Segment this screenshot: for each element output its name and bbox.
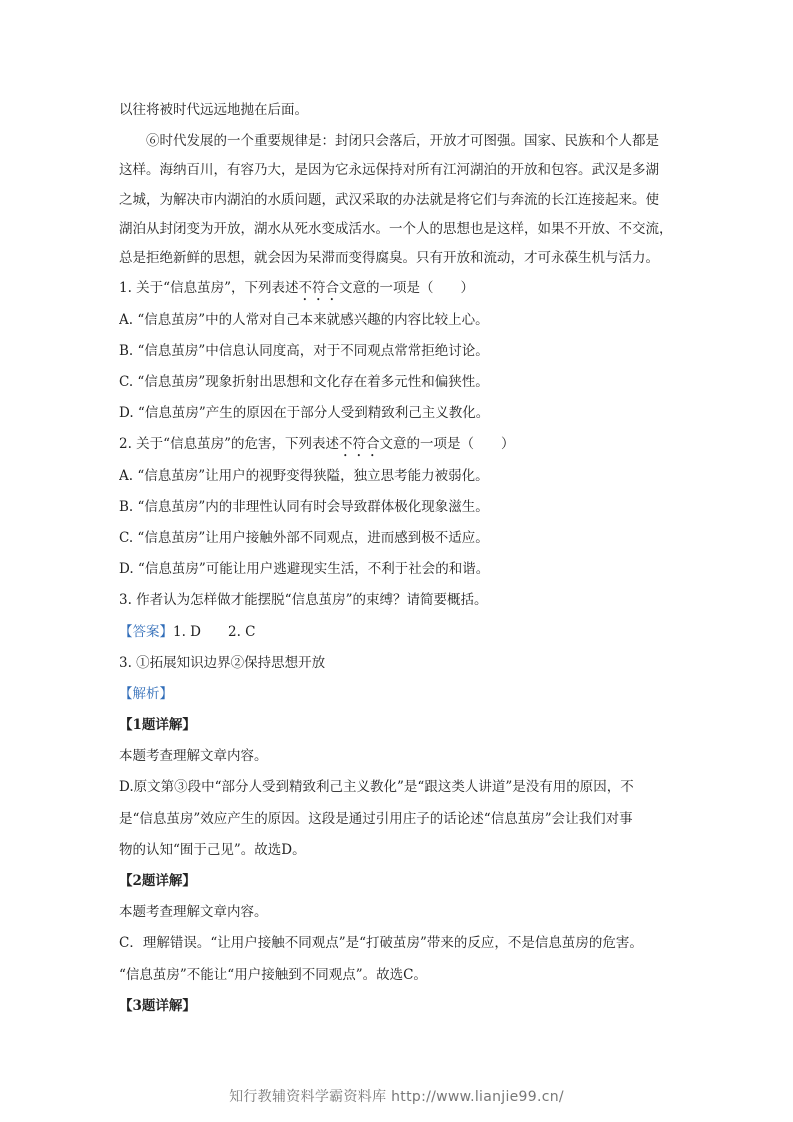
question-stem: 2. 关于“信息茧房”的危害，下列表述不符合文意的一项是（ ） <box>119 436 515 453</box>
option-a: A. “信息茧房”让用户的视野变得狭隘，独立思考能力被弱化。 <box>119 467 489 484</box>
analysis-heading-3: 【3题详解】 <box>119 997 196 1014</box>
document-body <box>119 98 684 1022</box>
passage-line: 之城，为解决市内湖泊的水质问题，武汉采取的办法就是将它们与奔流的长江连接起来。使 <box>119 191 659 208</box>
emphasis-text: 不符合 <box>338 436 380 453</box>
answer-section <box>119 617 684 679</box>
analysis-text: C．理解错误。“让用户接触不同观点”是“打破茧房”带来的反应，不是信息茧房的危害。 <box>119 935 643 952</box>
analysis-label: 【解析】 <box>119 685 173 702</box>
analysis-heading-1: 【1题详解】 <box>119 717 196 734</box>
passage-line: 湖泊从封闭变为开放，湖水从死水变成活水。一个人的思想也是这样，如果不开放、不交流， <box>119 220 673 237</box>
question-2 <box>119 429 684 585</box>
question-3: 3. 作者认为怎样做才能摆脱“信息茧房”的束缚？请简要概括。 <box>119 592 488 609</box>
answer-q3: 3. ①拓展知识边界②保持思想开放 <box>119 654 326 671</box>
option-d: D. “信息茧房”产生的原因在于部分人受到精致利己主义教化。 <box>119 405 490 422</box>
analysis-heading-2: 【2题详解】 <box>119 873 196 890</box>
option-c: C. “信息茧房”让用户接触外部不同观点，进而感到极不适应。 <box>119 529 489 546</box>
option-c: C. “信息茧房”现象折射出思想和文化存在着多元性和偏狭性。 <box>119 374 489 391</box>
question-1 <box>119 273 684 429</box>
answer-label: 【答案】 <box>119 623 173 640</box>
option-a: A. “信息茧房”中的人常对自己本来就感兴趣的内容比较上心。 <box>119 311 489 328</box>
emphasis-text: 不符合 <box>298 280 339 297</box>
question-stem: 1. 关于“信息茧房”，下列表述不符合文意的一项是（ ） <box>119 280 474 297</box>
passage-line: 以往将被时代远远地抛在后面。 <box>119 102 308 118</box>
passage-paragraph-6 <box>119 127 684 273</box>
option-b: B. “信息茧房”内的非理性认同有时会导致群体极化现象滋生。 <box>119 498 489 515</box>
option-d: D. “信息茧房”可能让用户逃避现实生活，不利于社会的和谐。 <box>119 561 490 578</box>
analysis-text: D.原文第③段中“部分人受到精致利己主义教化”是“跟这类人讲道”是没有用的原因，不 <box>119 779 634 796</box>
analysis-text: 本题考查理解文章内容。 <box>119 748 268 765</box>
passage-line: 这样。海纳百川，有容乃大，是因为它永远保持对所有江河湖泊的开放和包容。武汉是多湖 <box>119 162 659 179</box>
analysis-text: 物的认知“囿于己见”。故选D。 <box>119 841 306 858</box>
analysis-section <box>119 679 684 1022</box>
option-b: B. “信息茧房”中信息认同度高，对于不同观点常常拒绝讨论。 <box>119 342 489 359</box>
passage-line: 总是拒绝新鲜的思想，就会因为呆滞而变得腐臭。只有开放和流动，才可永葆生机与活力。 <box>119 250 659 267</box>
analysis-text: 是“信息茧房”效应产生的原因。这段是通过引用庄子的话论述“信息茧房”会让我们对事 <box>119 810 633 827</box>
footer-link[interactable]: 知行教辅资料学霸资料库 http://www.lianjie99.cn/ <box>229 1089 564 1105</box>
answer-line: 【答案】1. D 2. C <box>119 623 256 640</box>
passage-line: ⑥时代发展的一个重要规律是：封闭只会落后，开放才可图强。国家、民族和个人都是 <box>146 133 659 149</box>
analysis-text: 本题考查理解文章内容。 <box>119 904 268 921</box>
analysis-text: “信息茧房”不能让“用户接触到不同观点”。故选C。 <box>119 966 427 983</box>
